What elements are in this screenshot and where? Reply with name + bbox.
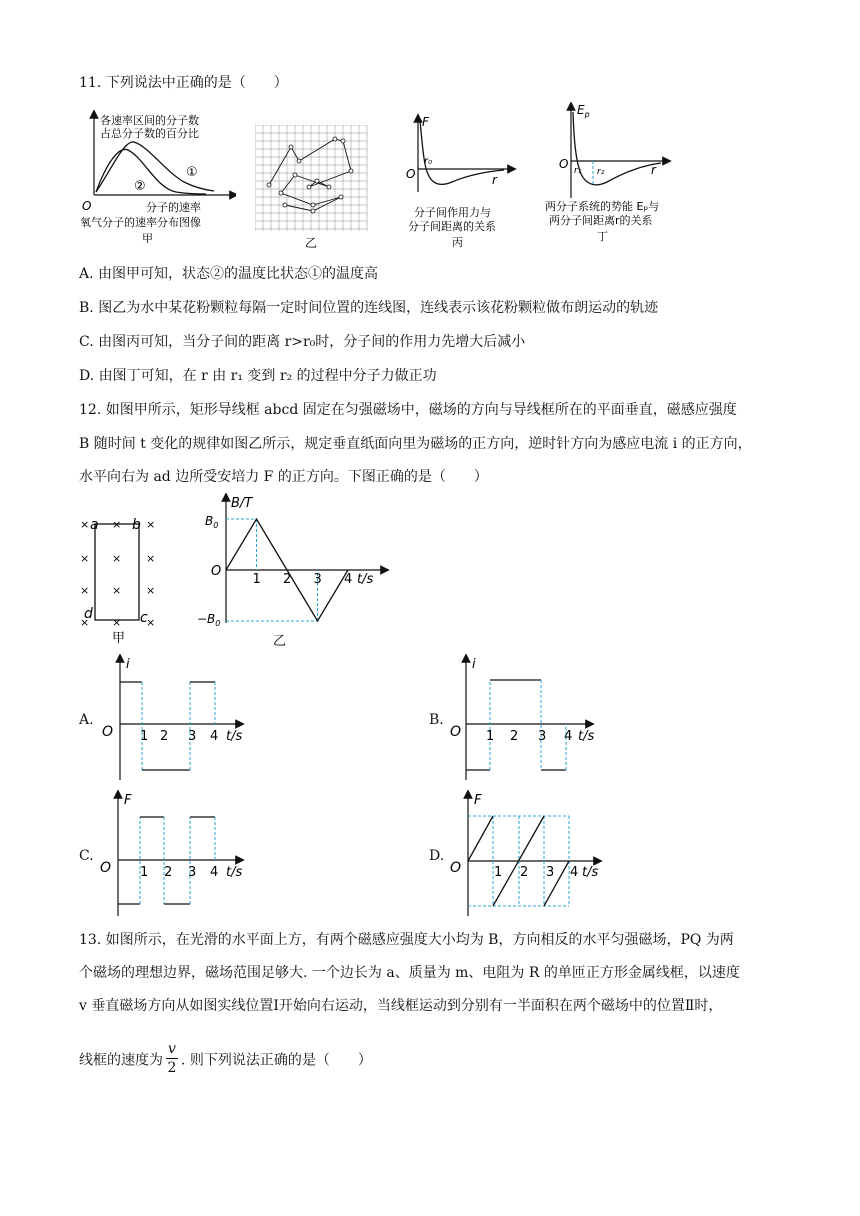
q11-option-d: D. 由图丁可知，在 r 由 r₁ 变到 r₂ 的过程中分子力做正功 [79, 368, 437, 384]
tick-3: 3 [188, 865, 197, 880]
neg-b0-label: $-B_0$ [197, 612, 221, 628]
q12-option-b-label: B. [429, 712, 444, 728]
potential-curve [573, 112, 661, 185]
svg-text:×: × [146, 584, 156, 597]
q12-option-d-label: D. [429, 848, 445, 864]
b0-label: $B_0$ [205, 514, 219, 530]
origin-label: O [406, 167, 416, 181]
origin-label: O [82, 199, 92, 213]
velocity-fraction [166, 1040, 178, 1077]
y-axis-label: F [422, 115, 429, 129]
q11-stem: 11. 下列说法中正确的是（ ） [79, 75, 288, 91]
x-axis-label: 分子的速率 [146, 201, 201, 214]
q12-figure-yi-chart [195, 493, 395, 651]
origin-label: O [450, 724, 462, 740]
q13-line-4-suffix: . 则下列说法正确的是（ ） [180, 1052, 372, 1069]
tick-1: 1 [140, 865, 149, 880]
q12-stem-2: B 随时间 t 变化的规律如图乙所示，规定垂直纸面向里为磁场的正方向，逆时针方向为感应电流 i 的正方向， [79, 436, 752, 452]
x-axis-label: t/s [226, 729, 243, 744]
curve-1-label: ① [186, 165, 198, 180]
r2-label: r₂ [597, 167, 605, 177]
svg-text:×: × [146, 552, 156, 565]
tick-2: 2 [520, 865, 529, 880]
q12-option-d-graph [446, 790, 656, 918]
figure-caption: 丙 [452, 236, 463, 249]
tick-2: 2 [164, 865, 173, 880]
y-axis-label: F [474, 793, 482, 808]
q11-figure-ding [545, 102, 675, 242]
figure-caption: 乙 [273, 634, 287, 649]
tick-2: 2 [510, 729, 519, 744]
origin-label: O [450, 860, 462, 876]
y-axis-label: F [124, 793, 132, 808]
q12-figure-jia [76, 510, 176, 650]
tick-3: 3 [188, 729, 197, 744]
corner-d: d [84, 606, 93, 622]
origin-label: O [100, 860, 112, 876]
figure-description-2: 两分子间距离r的关系 [549, 214, 653, 227]
fraction-numerator: v [168, 1041, 176, 1057]
x-axis-label: t/s [578, 729, 595, 744]
svg-text:×: × [80, 584, 90, 597]
origin-label: O [211, 564, 222, 579]
x-axis-label: t/s [582, 865, 599, 880]
q12-option-c-graph [96, 790, 306, 918]
q12-stem-1: 12. 如图甲所示，矩形导线框 abcd 固定在匀强磁场中，磁场的方向与导线框所在的平面垂直，磁感应强度 [79, 402, 737, 418]
q11-option-c: C. 由图丙可知，当分子间的距离 r>r₀时，分子间的作用力先增大后减小 [79, 334, 526, 350]
tick-4: 4 [564, 729, 573, 744]
tick-1: 1 [140, 729, 149, 744]
corner-b: b [132, 517, 141, 533]
brownian-path [269, 139, 351, 211]
tick-4: 4 [210, 729, 219, 744]
q13-line-2: 个磁场的理想边界，磁场范围足够大. 一个边长为 a、质量为 m、电阻为 R 的单匝正方形金属线框，以速度 [79, 965, 740, 981]
svg-text:×: × [112, 584, 122, 597]
x-axis-label: t/s [226, 865, 243, 880]
y-axis-label: i [126, 657, 130, 672]
x-axis-label: r [651, 163, 656, 177]
r1-label: r₁ [574, 166, 582, 176]
svg-text:×: × [112, 518, 122, 531]
q13-line-1: 13. 如图所示，在光滑的水平面上方，有两个磁感应强度大小均为 B，方向相反的水平匀强磁场，PQ 为两 [79, 932, 734, 948]
tick-3: 3 [546, 865, 555, 880]
tick-4: 4 [210, 865, 219, 880]
origin-label: O [559, 157, 569, 171]
fraction-denominator: 2 [167, 1060, 177, 1076]
figure-description-1: 分子间作用力与 [414, 206, 491, 219]
q11-option-a: A. 由图甲可知，状态②的温度比状态①的温度高 [79, 266, 379, 282]
origin-label: O [102, 724, 114, 740]
q11-figure-jia [76, 110, 236, 250]
q13-line-3: v 垂直磁场方向从如图实线位置Ⅰ开始向右运动，当线框运动到分别有一半面积在两个磁场中的位置Ⅱ时， [79, 998, 723, 1014]
tick-label-4: 4 [344, 572, 353, 587]
svg-text:×: × [80, 616, 90, 629]
svg-text:×: × [112, 616, 122, 629]
grid [255, 125, 367, 231]
svg-text:×: × [80, 552, 90, 565]
corner-a: a [90, 517, 99, 533]
tick-1: 1 [494, 865, 503, 880]
q12-option-a-graph [96, 654, 306, 782]
figure-description: 氧气分子的速率分布图像 [80, 216, 201, 229]
y-axis-label: B/T [231, 496, 253, 511]
figure-caption: 甲 [112, 631, 126, 646]
svg-text:×: × [146, 518, 156, 531]
curve-2-label: ② [134, 179, 146, 194]
figure-caption: 丁 [597, 230, 608, 242]
jia-title-2: 占总分子数的百分比 [100, 127, 199, 140]
tick-label-2: 2 [283, 572, 292, 587]
tick-label-3: 3 [313, 572, 322, 587]
tick-2: 2 [160, 729, 169, 744]
q13-line-4-prefix: 线框的速度为 [79, 1052, 163, 1069]
svg-text:×: × [112, 552, 122, 565]
t-tick-labels [253, 572, 353, 587]
y-axis-label: $E_p$ [577, 103, 590, 119]
tick-1: 1 [486, 729, 495, 744]
jia-title-1: 各速率区间的分子数 [100, 114, 199, 127]
tick-label-1: 1 [252, 572, 261, 587]
figure-caption: 甲 [142, 232, 153, 245]
q12-stem-3: 水平向右为 ad 边所受安培力 F 的正方向。下图正确的是（ ） [79, 469, 488, 485]
wire-loop [95, 524, 139, 620]
q11-option-b: B. 图乙为水中某花粉颗粒每隔一定时间位置的连线图，连线表示该花粉颗粒做布朗运动的轨迹 [79, 300, 659, 316]
figure-description-1: 两分子系统的势能 Eₚ与 [545, 200, 660, 213]
q11-figure-yi [255, 125, 370, 250]
svg-text:×: × [80, 518, 90, 531]
x-axis-label: t/s [357, 572, 374, 587]
figure-description-2: 分子间距离的关系 [408, 220, 496, 233]
q13-line-4 [79, 1042, 372, 1079]
figure-caption: 乙 [305, 236, 318, 250]
q12-option-c-label: C. [79, 848, 94, 864]
tick-4: 4 [570, 865, 579, 880]
svg-text:×: × [146, 616, 156, 629]
r0-label: r₀ [424, 156, 433, 167]
q12-option-b-graph [446, 654, 656, 782]
y-axis-label: i [472, 657, 476, 672]
corner-c: c [140, 610, 148, 626]
x-axis-label: r [492, 173, 497, 187]
q11-figure-bing [400, 112, 520, 252]
q12-option-a-label: A. [79, 712, 94, 728]
tick-3: 3 [538, 729, 547, 744]
